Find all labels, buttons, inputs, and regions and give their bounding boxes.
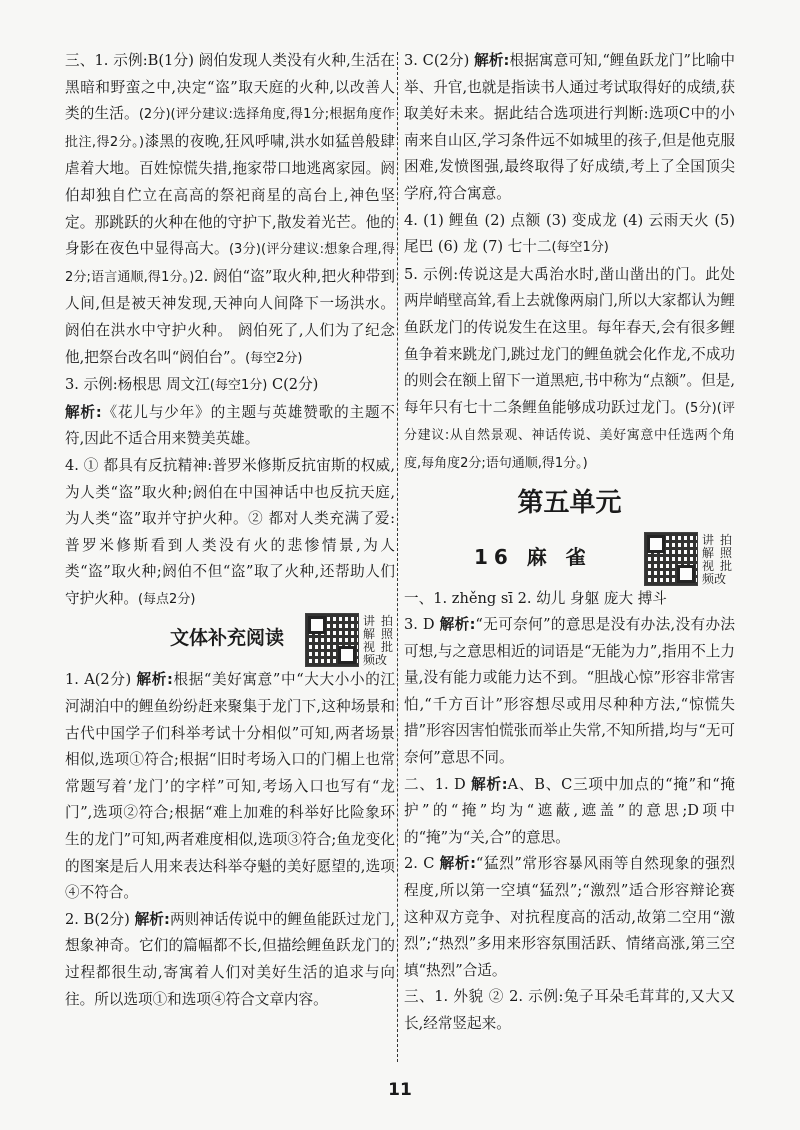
lesson-header xyxy=(404,530,735,586)
answer-3-3: 3. 示例:杨根思 周文江(每空1分) C(2分) 解析:《花儿与少年》的主题与英雄赞歌的主题不符,因此不适合用来赞美英雄。 xyxy=(65,376,395,448)
answer-3-1: 三、1. 示例:B(1分) 阏伯发现人类没有火种,生活在黑暗和野蛮之中,决定“盗”取天庭的火种,以改善人类的生活。(2分)(评分建议:选择角度,得1分;根据角度作批注,得2分。)漆黑的夜晚,狂风呼啸,洪水如猛兽般肆虐着大地。百姓惊慌失措,拖家带口地逃离家园。阏伯却独自伫立在高高的祭祀商星的高台上,神色坚定。那跳跃的火种在他的守护下,散发着光芒。他的身影在夜色中显得高大。(3分)(评分建议:想象合理,得2分;语言通顺,得1分。)2. 阏伯“盗”取火种,把火种带到人间,但是被天神发现,天神向人间降下一场洪水。阏伯在洪水中守护火种。 阏伯死了,人们为了纪念他,把祭台改名叫“阏伯台”。(每空2分) xyxy=(65,52,395,366)
answer-s-4: 4. (1) 鲤鱼 (2) 点额 (3) 变成龙 (4) 云雨天火 (5) 尾巴 (6) 龙 (7) 七十二(每空1分) xyxy=(404,211,735,256)
lesson-title: 16 麻 雀 xyxy=(474,544,592,569)
answer-l16-1: 一、1. zhěng sī 2. 幼儿 身躯 庞大 搏斗 xyxy=(404,589,667,607)
answer-s-1: 1. A(2分) 解析:根据“美好寓意”中“大大小小的江河湖泊中的鲤鱼纷纷赶来聚集于龙门下,这种场景和古代中国学子们科举考试十分相似”可知,两者场景相似,选项①符合;根据“旧时考场入口的门楣上也常常题写着‘龙门’的字样”可知,考场入口也写有“龙门”,选项②符合;根据“难上加难的科举好比险象环生的龙门”可知,两者难度相似,选项③符合;鱼龙变化的图案是后人用来表达科举夺魁的美好愿望的,选项④不符合。 xyxy=(65,671,396,902)
answer-s-5: 5. 示例:传说这是大禹治水时,凿山凿出的门。此处两岸峭壁高耸,看上去就像两扇门,所以大家都认为鲤鱼跃龙门的传说发生在这里。每年春天,会有很多鲤鱼争着来跳龙门,跳过龙门的鲤鱼就会化作龙,不成功的则会在额上留下一道黑疤,书中称为“点额”。但是,每年只有七十二条鲤鱼能够成功跃过龙门。(5分)(评分建议:从自然景观、神话传说、美好寓意中任选两个角度,每角度2分;语句通顺,得1分。) xyxy=(404,265,735,471)
answer-s-2: 2. B(2分) 解析:两则神话传说中的鲤鱼能跃过龙门,想象神奇。它们的篇幅都不长,但描绘鲤鱼跃龙门的过程都很生动,寄寓着人们对美好生活的追求与向往。所以选项①和选项④符合文章内容。 xyxy=(65,910,396,1008)
unit-title: 第五单元 xyxy=(517,487,622,518)
section-header-supplementary-reading xyxy=(65,613,395,667)
answer-l16-1-3: 3. D 解析:“无可奈何”的意思是没有办法,没有办法可想,与之意思相近的词语是“无能为力”,指用不上力量,没有能力或能力达不到。“胆战心惊”形容非常害怕,“千方百计”形容想尽或用尽种种方法,“惊慌失措”形容因害怕慌张而举止失常,不知所措,均与“无可奈何”意思不同。 xyxy=(404,616,736,767)
answer-l16-2-2: 2. C 解析:“猛烈”常形容暴风雨等自然现象的强烈程度,所以第一空填“猛烈”;“激烈”适合形容辩论赛这种双方竞争、对抗程度高的活动,故第二空用“激烈”;“热烈”多用来形容氛围活跃、情绪高涨,第三空填“热烈”合适。 xyxy=(404,855,735,979)
qr-code-icon[interactable] xyxy=(644,532,698,586)
answer-l16-3: 三、1. 外貌 ② 2. 示例:兔子耳朵毛茸茸的,又大又长,经常竖起来。 xyxy=(404,988,735,1032)
answer-3-4: 4. ① 都具有反抗精神:普罗米修斯反抗宙斯的权威,为人类“盗”取火种;阏伯在中国神话中也反抗天庭,为人类“盗”取并守护火种。② 都对人类充满了爱:普罗米修斯看到人类没有火的悲惨情景,为人类“盗”取火种;阏伯不但“盗”取了火种,还帮助人们守护火种。(每点2分) xyxy=(65,456,395,607)
right-column xyxy=(404,48,735,1038)
page-number: 11 xyxy=(388,1080,412,1100)
qr-code-icon[interactable] xyxy=(305,613,359,667)
answer-s-3: 3. C(2分) 解析:根据寓意可知,“鲤鱼跃龙门”比喻中举、升官,也就是指读书人通过考试取得好的成绩,获取美好未来。据此结合选项进行判断:选项C中的小南来自山区,学习条件远不如城里的孩子,但是他克服困难,发愤图强,最终取得了好成绩,考上了全国顶尖学府,符合寓意。 xyxy=(404,52,736,202)
left-column xyxy=(65,48,395,1013)
answer-l16-2-1: 二、1. D 解析:A、B、C三项中加点的“掩”和“掩护”的“掩”均为“遮蔽,遮盖”的意思;D项中的“掩”为“关,合”的意思。 xyxy=(404,775,735,846)
section-title: 文体补充阅读 xyxy=(170,627,285,650)
qr-label: 讲拍解照视批频改 xyxy=(363,614,393,668)
column-divider xyxy=(397,52,398,1062)
qr-label: 讲拍解照视批频改 xyxy=(702,532,732,586)
